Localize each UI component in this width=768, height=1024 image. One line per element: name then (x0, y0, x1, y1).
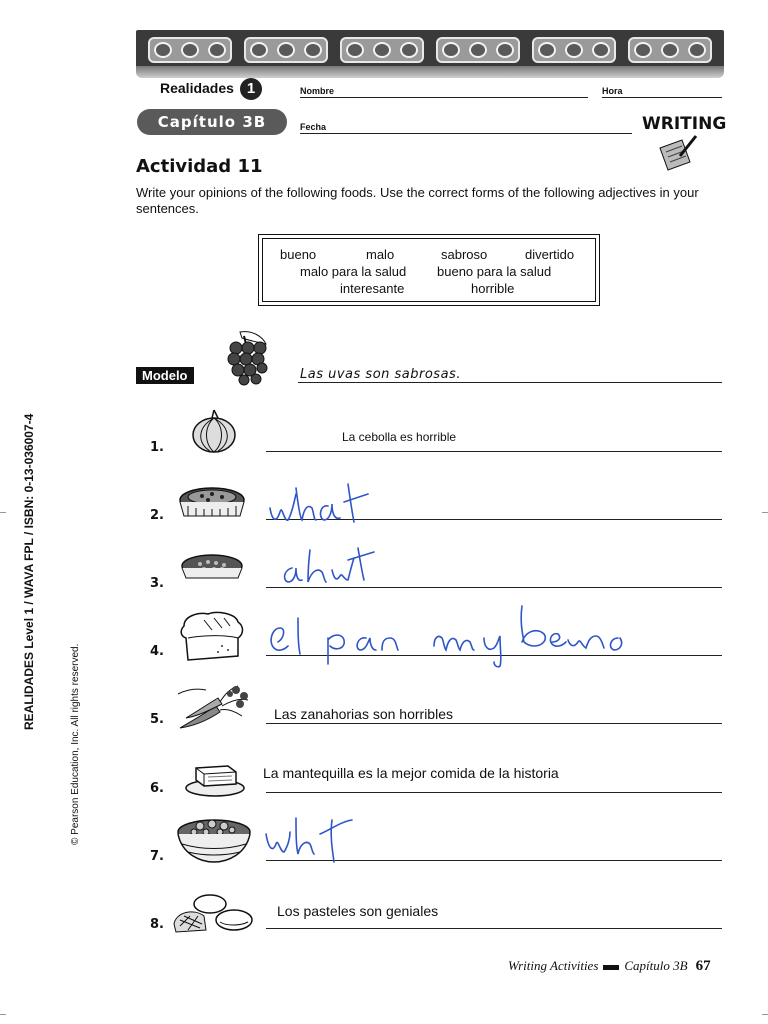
answer-line-6[interactable] (266, 792, 722, 793)
bread-icon (178, 608, 248, 662)
answer-1: La cebolla es horrible (342, 430, 457, 444)
answer-8: Los pasteles son geniales (277, 903, 439, 919)
item-number: 1. (150, 440, 164, 455)
footer-book: Writing Activities (508, 958, 599, 973)
word-malo-para-la-salud: malo para la salud (300, 264, 407, 279)
banner-curl (136, 66, 724, 78)
word-interesante: interesante (340, 281, 405, 296)
answer-line-8[interactable] (266, 928, 722, 929)
svg-text:what: what (462, 822, 465, 823)
handwritten-answer-3 (278, 536, 481, 588)
salad-bowl-icon (172, 814, 256, 866)
footer-chapter: Capítulo 3B (624, 958, 688, 973)
pizza-icon (176, 482, 248, 522)
handwritten-answer-2 (266, 474, 469, 526)
crop-mark (762, 1014, 768, 1015)
svg-text:what: what (466, 484, 469, 485)
hour-field[interactable] (602, 97, 722, 98)
modelo-label: Modelo (136, 367, 194, 384)
activity-title: Actividad 11 (136, 156, 263, 177)
item-number: 7. (150, 849, 164, 864)
answer-line-5[interactable] (266, 723, 722, 724)
svg-text:what: what (478, 546, 481, 547)
modelo-line (298, 382, 722, 383)
onion-icon (188, 408, 240, 454)
item-number: 2. (150, 508, 164, 523)
name-label: Nombre (300, 86, 335, 96)
level-badge: 1 (240, 78, 262, 100)
svg-text:el pan muy bueno: el pan muy bueno (652, 602, 660, 603)
grapes-icon (222, 330, 272, 386)
decorative-banner (136, 30, 724, 70)
item-number: 5. (150, 712, 164, 727)
hour-label: Hora (602, 86, 623, 96)
modelo-sentence: Las uvas son sabrosas. (300, 367, 461, 382)
word-malo: malo (366, 247, 395, 262)
handwritten-answer-4 (262, 598, 662, 666)
series-title: Realidades (160, 80, 234, 96)
word-bueno: bueno (280, 247, 317, 262)
carrots-icon (176, 682, 254, 734)
pie-icon (178, 550, 246, 586)
item-number: 3. (150, 576, 164, 591)
section-label: WRITING (642, 114, 727, 134)
handwritten-answer-7 (262, 812, 465, 864)
answer-6: La mantequilla es la mejor comida de la historia (263, 765, 559, 781)
answer-5: Las zanahorias son horribles (274, 706, 453, 722)
crop-mark (0, 512, 6, 513)
footer-dash (603, 965, 619, 970)
chapter-pill: Capítulo 3B (137, 109, 287, 135)
word-bueno-para-la-salud: bueno para la salud (437, 264, 552, 279)
word-sabroso: sabroso (441, 247, 488, 262)
instructions: Write your opinions of the following foods. Use the correct forms of the following adjectives in your sentences. (136, 185, 699, 216)
crop-mark (762, 512, 768, 513)
answer-line-1[interactable] (266, 451, 722, 452)
word-bank (258, 234, 600, 306)
crop-mark (0, 1014, 6, 1015)
word-horrible: horrible (471, 281, 515, 296)
name-field[interactable] (300, 97, 588, 98)
page-footer (508, 958, 711, 975)
word-divertido: divertido (525, 247, 575, 262)
item-number: 4. (150, 644, 164, 659)
butter-icon (184, 760, 246, 798)
item-number: 8. (150, 917, 164, 932)
date-label: Fecha (300, 122, 327, 132)
spine-text: REALIDADES Level 1 / WAVA FPL / ISBN: 0-13-036007-4 (22, 413, 36, 730)
item-number: 6. (150, 781, 164, 796)
pastries-icon (170, 892, 256, 938)
pen-paper-icon (656, 134, 698, 172)
page-number: 67 (695, 958, 711, 974)
copyright: © Pearson Education, Inc. All rights reserved. (70, 643, 81, 845)
date-field[interactable] (300, 133, 632, 134)
